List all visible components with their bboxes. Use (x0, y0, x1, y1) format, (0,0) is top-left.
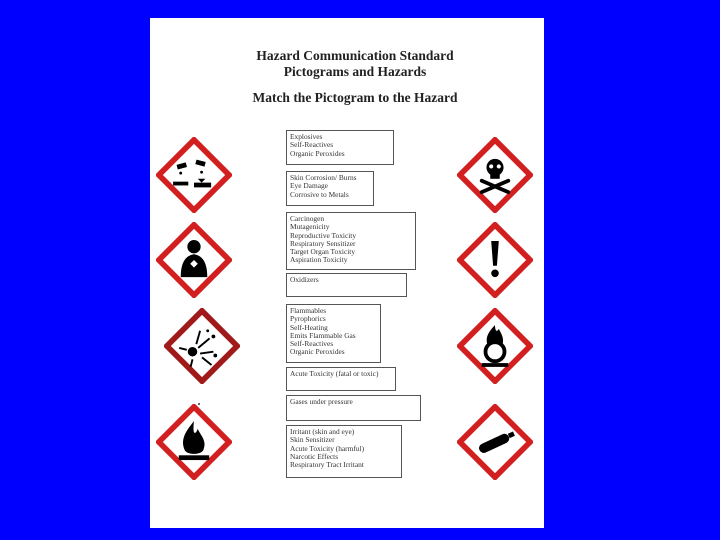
hazard-box-flammables (286, 304, 381, 363)
hazard-text: Emits Flammable Gas (290, 330, 356, 340)
hazard-text: Irritant (skin and eye) (290, 427, 355, 436)
health-hazard-icon (156, 222, 232, 298)
flame-over-circle-icon (457, 308, 533, 384)
title-line-2: Pictograms and Hazards (283, 64, 427, 79)
hazard-text: Explosives (290, 132, 323, 141)
stray-mark (198, 403, 200, 405)
hazard-text: Acute Toxicity (harmful) (290, 443, 365, 453)
hazard-box-gases (286, 395, 421, 421)
skull-crossbones-icon (457, 137, 533, 213)
hazard-text: Acute Toxicity (fatal or toxic) (290, 369, 379, 378)
flame-icon (156, 404, 232, 480)
hazard-box-corrosion (286, 171, 374, 206)
hazard-text: Self-Heating (290, 322, 328, 332)
hazard-text: Skin Sensitizer (290, 435, 335, 445)
hazard-text: Narcotic Effects (290, 451, 339, 461)
hazard-text: Self-Reactives (290, 140, 334, 150)
hazard-text: Mutagenicity (290, 222, 330, 232)
hazard-text: Respiratory Sensitizer (290, 238, 356, 248)
hazard-text: Flammables (290, 306, 327, 315)
hazard-box-explosives (286, 130, 394, 165)
page-subtitle: Match the Pictogram to the Hazard (252, 90, 458, 105)
hazard-text: Corrosive to Metals (290, 189, 349, 199)
page-title (250, 48, 460, 80)
hazard-box-irritant (286, 425, 402, 478)
hazard-text: Skin Corrosion/ Burns (290, 173, 357, 182)
hazard-box-health (286, 212, 416, 270)
corrosion-icon (156, 137, 232, 213)
hazard-text: Pyrophorics (290, 314, 326, 324)
hazard-box-oxidizers (286, 273, 407, 297)
gas-cylinder-icon (457, 404, 533, 480)
hazard-text: Aspiration Toxicity (290, 255, 348, 265)
hazard-text: Eye Damage (290, 181, 328, 191)
title-line-1: Hazard Communication Standard (256, 48, 454, 63)
hazard-text: Carcinogen (290, 214, 325, 223)
hazard-box-acute-toxicity (286, 367, 396, 391)
exploding-bomb-icon (164, 308, 240, 384)
hazard-text: Organic Peroxides (290, 148, 345, 158)
hazard-text: Self-Reactives (290, 339, 334, 349)
hazard-text: Reproductive Toxicity (290, 230, 357, 240)
hazard-text: Target Organ Toxicity (290, 247, 356, 257)
hazard-text: Organic Peroxides (290, 347, 345, 357)
hazard-text: Respiratory Tract Irritant (290, 460, 364, 470)
hazard-text: Gases under pressure (290, 397, 353, 406)
hazard-text: Oxidizers (290, 275, 319, 284)
exclamation-mark-icon (457, 222, 533, 298)
